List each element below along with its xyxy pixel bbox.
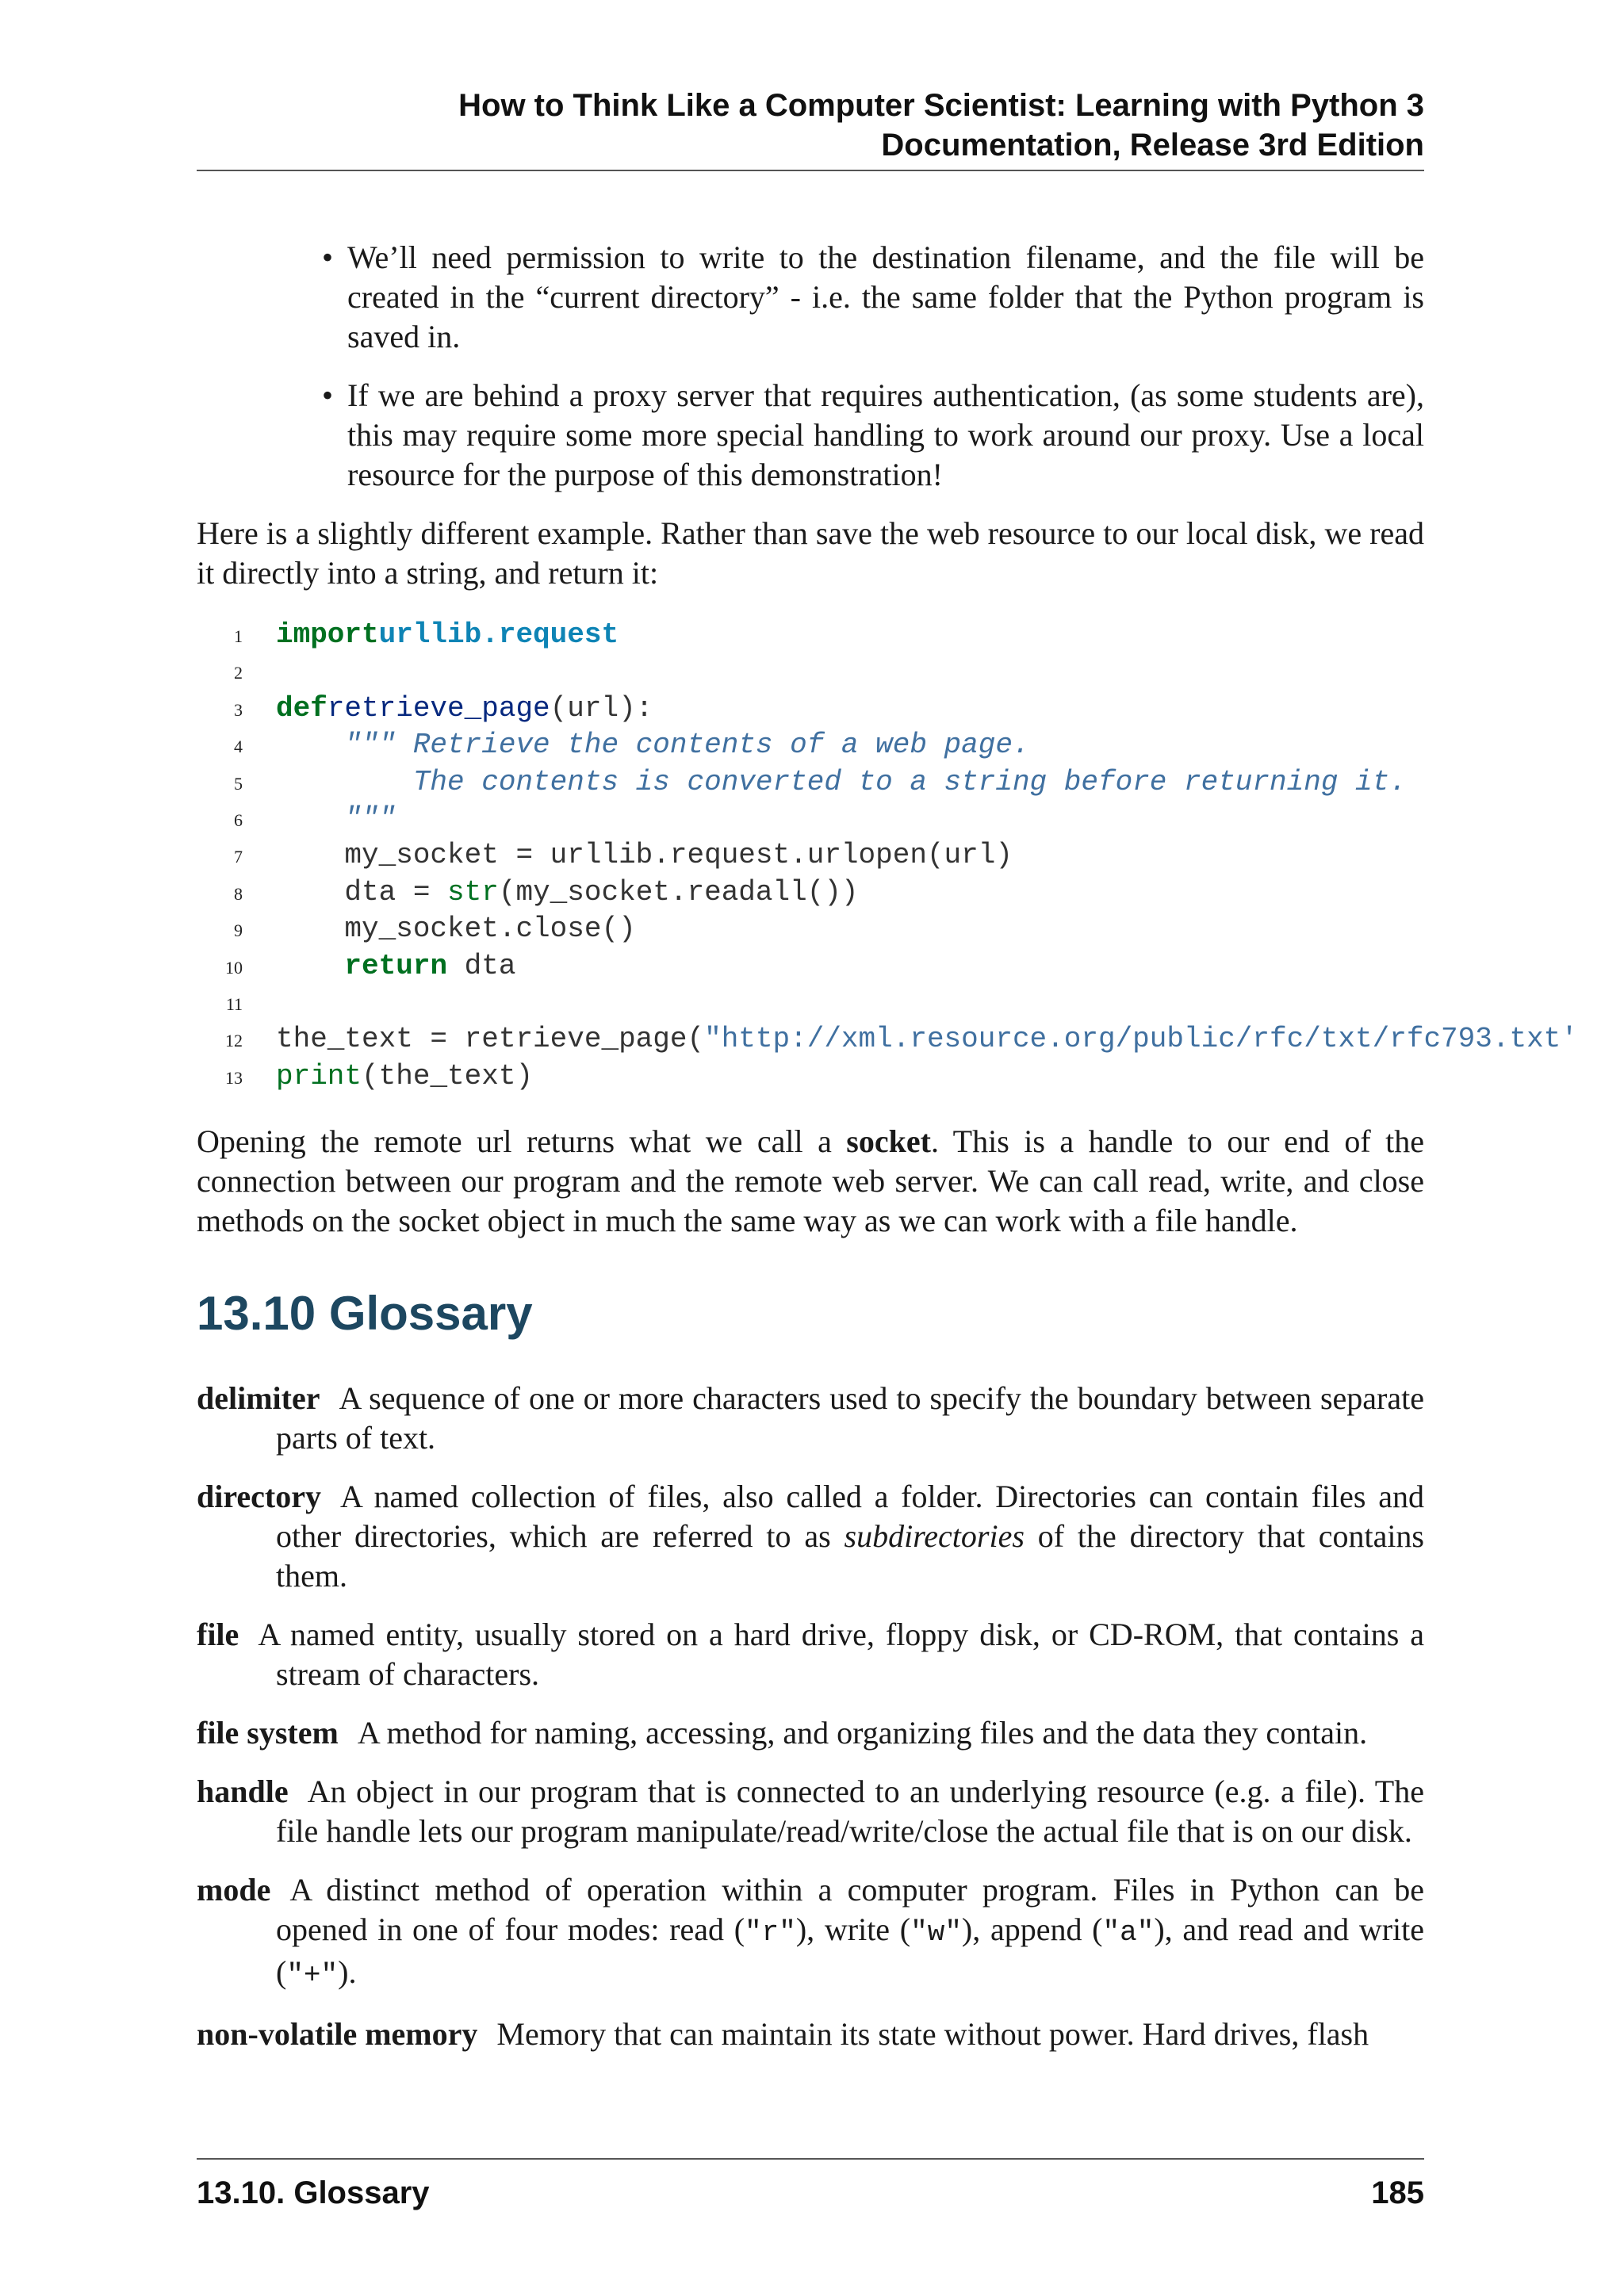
- line-number: 5: [234, 773, 243, 794]
- code-line: [197, 985, 1624, 1021]
- header-title-line-1: How to Think Like a Computer Scientist: Learning with Python 3: [458, 88, 1424, 123]
- code-line: [197, 653, 1624, 690]
- page-body: [197, 238, 1578, 2073]
- socket-paragraph: Opening the remote url returns what we call a socket. This is a handle to our end of the connection between our program and the remote web server. We can call read, write, and close methods on the socket object in much the same way as we can work with a file handle.: [197, 1123, 1424, 1239]
- line-number: 10: [225, 957, 243, 978]
- code-line: 7 my_socket = urllib.request.urlopen(url): [197, 837, 1624, 874]
- header-title-line-2: Documentation, Release 3rd Edition: [881, 128, 1424, 163]
- line-number: 11: [225, 993, 243, 1014]
- line-number: 7: [234, 847, 243, 867]
- glossary-entry-directory: directory A named collection of files, also called a folder. Directories can contain files and other directories, which are referred to as subdirectories of the directory that contains them.: [197, 1479, 1425, 1594]
- page-number: 185: [1371, 2175, 1424, 2210]
- glossary-entry-file: file A named entity, usually stored on a hard drive, floppy disk, or CD-ROM, that contains a stream of characters.: [197, 1617, 1424, 1693]
- bullet-item-proxy: • If we are behind a proxy server that requires authentication, (as some students are), this may require some more special handling to work around our proxy. Use a local resource for the purpose of this demonstration!: [347, 376, 1424, 495]
- socket-term: socket: [846, 1123, 931, 1160]
- line-number: 4: [234, 737, 243, 757]
- code-line: 12 the_text = retrieve_page( "http://xml.resource.org/public/rfc/txt/rfc793.txt': [197, 1021, 1624, 1058]
- code-line: 3 def retrieve_page (url):: [197, 691, 1624, 727]
- line-number: 13: [225, 1067, 243, 1088]
- line-number: 2: [234, 663, 243, 683]
- glossary-entry-file-system: file system A method for naming, accessing, and organizing files and the data they contain.: [197, 1715, 1368, 1751]
- code-line: 8 dta = str (my_socket.readall()): [197, 874, 1624, 911]
- glossary-list: [197, 1379, 1424, 2054]
- glossary-entry-delimiter: delimiter A sequence of one or more characters used to specify the boundary between separate parts of text.: [197, 1380, 1424, 1456]
- running-header: [197, 86, 1424, 165]
- intro-paragraph: Here is a slightly different example. Rather than save the web resource to our local disk, we read it directly into a string, and return it:: [197, 515, 1424, 591]
- line-number: 6: [234, 809, 243, 830]
- code-line: 1 import urllib.request: [197, 617, 1624, 653]
- header-divider: [197, 170, 1424, 171]
- code-line: 13 print (the_text): [197, 1058, 1624, 1095]
- line-number: 12: [225, 1031, 243, 1051]
- glossary-entry-handle: handle An object in our program that is connected to an underlying resource (e.g. a file). The file handle lets our program manipulate/read/write/close the actual file that is on our disk.: [197, 1774, 1424, 1850]
- code-line: 4 """ Retrieve the contents of a web page.: [197, 727, 1624, 763]
- bullet-item-permission: • We’ll need permission to write to the destination filename, and the file will be created in the “current directory” - i.e. the same folder that the Python program is saved in.: [347, 238, 1424, 357]
- code-line: 9 my_socket.close(): [197, 911, 1624, 947]
- code-line: 6 """: [197, 801, 1624, 837]
- section-heading: 13.10 Glossary: [197, 1287, 533, 1341]
- running-footer: [197, 2172, 1424, 2214]
- glossary-entry-mode: mode A distinct method of operation within a computer program. Files in Python can be opened in one of four modes: read ("r"), write ("w"), append ("a"), and read and write ("+").: [197, 1872, 1425, 1992]
- line-number: 3: [234, 699, 243, 720]
- bullet-list: [197, 238, 1424, 495]
- code-line: 10 return dta: [197, 948, 1624, 985]
- line-number: 8: [234, 883, 243, 904]
- code-line: 5 The contents is converted to a string before returning it.: [197, 764, 1624, 801]
- code-block: [197, 617, 1624, 1095]
- footer-divider: [197, 2158, 1424, 2160]
- line-number: 9: [234, 920, 243, 941]
- line-number: 1: [234, 626, 243, 646]
- glossary-entry-non-volatile-memory: non-volatile memory Memory that can maintain its state without power. Hard drives, flash: [197, 2016, 1369, 2053]
- footer-section-label: 13.10. Glossary: [197, 2175, 430, 2210]
